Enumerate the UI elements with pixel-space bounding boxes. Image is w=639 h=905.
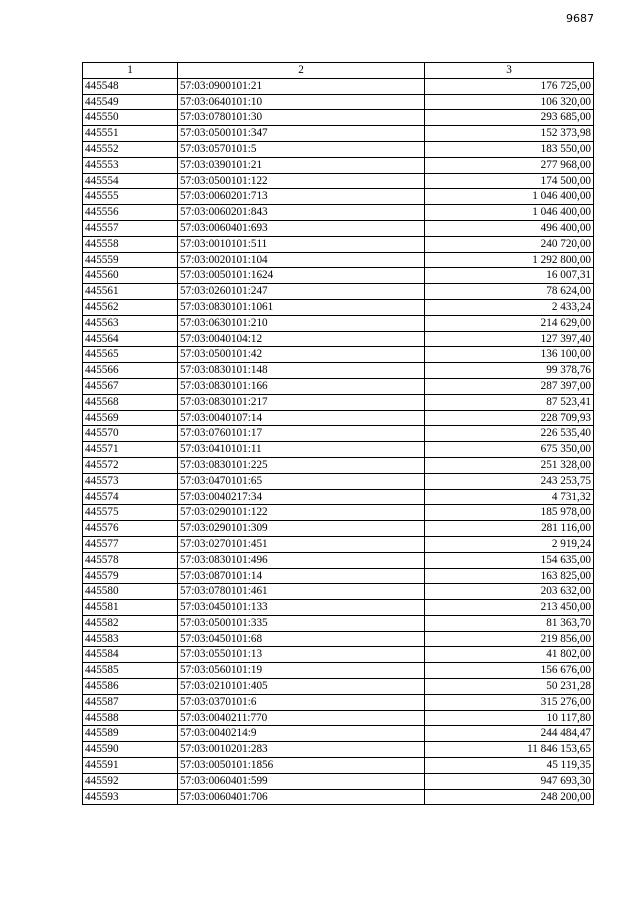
value-cell: 315 276,00 [425, 694, 594, 710]
value-cell: 11 846 153,65 [425, 742, 594, 758]
table-row [83, 220, 594, 236]
row-number-cell: 445551 [83, 126, 178, 142]
row-number-cell: 445559 [83, 252, 178, 268]
table-row [83, 726, 594, 742]
row-number-cell: 445557 [83, 220, 178, 236]
column-header-1: 1 [83, 63, 178, 79]
row-number-cell: 445572 [83, 457, 178, 473]
value-cell: 244 484,47 [425, 726, 594, 742]
table-row [83, 363, 594, 379]
cadastral-number-cell: 57:03:0900101:21 [178, 78, 425, 94]
row-number-cell: 445567 [83, 378, 178, 394]
row-number-cell: 445583 [83, 631, 178, 647]
row-number-cell: 445560 [83, 268, 178, 284]
row-number-cell: 445550 [83, 110, 178, 126]
row-number-cell: 445573 [83, 473, 178, 489]
table-row [83, 252, 594, 268]
row-number-cell: 445587 [83, 694, 178, 710]
value-cell: 277 968,00 [425, 157, 594, 173]
column-header-2: 2 [178, 63, 425, 79]
cadastral-number-cell: 57:03:0500101:122 [178, 173, 425, 189]
cadastral-number-cell: 57:03:0640101:10 [178, 94, 425, 110]
table-row [83, 758, 594, 774]
row-number-cell: 445581 [83, 600, 178, 616]
table-row [83, 331, 594, 347]
value-cell: 251 328,00 [425, 457, 594, 473]
cadastral-number-cell: 57:03:0290101:309 [178, 521, 425, 537]
cadastral-number-cell: 57:03:0040211:770 [178, 710, 425, 726]
value-cell: 203 632,00 [425, 584, 594, 600]
row-number-cell: 445578 [83, 552, 178, 568]
cadastral-number-cell: 57:03:0010101:511 [178, 236, 425, 252]
cadastral-number-cell: 57:03:0060401:599 [178, 773, 425, 789]
table-row [83, 315, 594, 331]
row-number-cell: 445579 [83, 568, 178, 584]
row-number-cell: 445568 [83, 394, 178, 410]
cadastral-number-cell: 57:03:0830101:166 [178, 378, 425, 394]
value-cell: 1 292 800,00 [425, 252, 594, 268]
row-number-cell: 445576 [83, 521, 178, 537]
cadastral-number-cell: 57:03:0500101:347 [178, 126, 425, 142]
table-row [83, 442, 594, 458]
value-cell: 1 046 400,00 [425, 189, 594, 205]
row-number-cell: 445590 [83, 742, 178, 758]
table-row [83, 347, 594, 363]
row-number-cell: 445549 [83, 94, 178, 110]
table-row [83, 631, 594, 647]
cadastral-number-cell: 57:03:0370101:6 [178, 694, 425, 710]
value-cell: 81 363,70 [425, 615, 594, 631]
cadastral-number-cell: 57:03:0040217:34 [178, 489, 425, 505]
value-cell: 10 117,80 [425, 710, 594, 726]
value-cell: 214 629,00 [425, 315, 594, 331]
row-number-cell: 445552 [83, 141, 178, 157]
row-number-cell: 445591 [83, 758, 178, 774]
cadastral-number-cell: 57:03:0060201:843 [178, 205, 425, 221]
table-row [83, 110, 594, 126]
cadastral-number-cell: 57:03:0780101:461 [178, 584, 425, 600]
table-row [83, 568, 594, 584]
table-row [83, 189, 594, 205]
table-row [83, 205, 594, 221]
value-cell: 243 253,75 [425, 473, 594, 489]
value-cell: 163 825,00 [425, 568, 594, 584]
cadastral-number-cell: 57:03:0290101:122 [178, 505, 425, 521]
table-row [83, 378, 594, 394]
row-number-cell: 445564 [83, 331, 178, 347]
value-cell: 183 550,00 [425, 141, 594, 157]
value-cell: 185 978,00 [425, 505, 594, 521]
value-cell: 226 535,40 [425, 426, 594, 442]
cadastral-number-cell: 57:03:0500101:42 [178, 347, 425, 363]
row-number-cell: 445571 [83, 442, 178, 458]
value-cell: 154 635,00 [425, 552, 594, 568]
row-number-cell: 445548 [83, 78, 178, 94]
value-cell: 293 685,00 [425, 110, 594, 126]
row-number-cell: 445566 [83, 363, 178, 379]
table-row [83, 94, 594, 110]
table-row [83, 126, 594, 142]
table-row [83, 584, 594, 600]
table-row [83, 173, 594, 189]
cadastral-number-cell: 57:03:0560101:19 [178, 663, 425, 679]
value-cell: 156 676,00 [425, 663, 594, 679]
table-header-row [83, 63, 594, 79]
row-number-cell: 445570 [83, 426, 178, 442]
value-cell: 281 116,00 [425, 521, 594, 537]
value-cell: 99 378,76 [425, 363, 594, 379]
table-row [83, 536, 594, 552]
row-number-cell: 445584 [83, 647, 178, 663]
cadastral-number-cell: 57:03:0010201:283 [178, 742, 425, 758]
table-row [83, 426, 594, 442]
value-cell: 248 200,00 [425, 789, 594, 805]
row-number-cell: 445569 [83, 410, 178, 426]
table-row [83, 299, 594, 315]
table-row [83, 742, 594, 758]
cadastral-number-cell: 57:03:0040214:9 [178, 726, 425, 742]
cadastral-number-cell: 57:03:0260101:247 [178, 284, 425, 300]
value-cell: 213 450,00 [425, 600, 594, 616]
cadastral-number-cell: 57:03:0410101:11 [178, 442, 425, 458]
row-number-cell: 445586 [83, 679, 178, 695]
table-row [83, 78, 594, 94]
cadastral-number-cell: 57:03:0270101:451 [178, 536, 425, 552]
row-number-cell: 445553 [83, 157, 178, 173]
table-row [83, 141, 594, 157]
value-cell: 228 709,93 [425, 410, 594, 426]
row-number-cell: 445577 [83, 536, 178, 552]
row-number-cell: 445593 [83, 789, 178, 805]
cadastral-number-cell: 57:03:0780101:30 [178, 110, 425, 126]
row-number-cell: 445555 [83, 189, 178, 205]
value-cell: 1 046 400,00 [425, 205, 594, 221]
row-number-cell: 445580 [83, 584, 178, 600]
table-row [83, 394, 594, 410]
row-number-cell: 445585 [83, 663, 178, 679]
row-number-cell: 445582 [83, 615, 178, 631]
page-number: 9687 [566, 12, 594, 25]
row-number-cell: 445558 [83, 236, 178, 252]
value-cell: 4 731,32 [425, 489, 594, 505]
table-row [83, 489, 594, 505]
table-row [83, 236, 594, 252]
table-row [83, 284, 594, 300]
cadastral-number-cell: 57:03:0870101:14 [178, 568, 425, 584]
cadastral-number-cell: 57:03:0550101:13 [178, 647, 425, 663]
cadastral-number-cell: 57:03:0570101:5 [178, 141, 425, 157]
row-number-cell: 445575 [83, 505, 178, 521]
table-row [83, 694, 594, 710]
row-number-cell: 445592 [83, 773, 178, 789]
table-row [83, 505, 594, 521]
table-body [83, 78, 594, 805]
table-row [83, 268, 594, 284]
table-row [83, 521, 594, 537]
value-cell: 127 397,40 [425, 331, 594, 347]
cadastral-number-cell: 57:03:0830101:225 [178, 457, 425, 473]
cadastral-number-cell: 57:03:0760101:17 [178, 426, 425, 442]
value-cell: 136 100,00 [425, 347, 594, 363]
table-row [83, 647, 594, 663]
cadastral-number-cell: 57:03:0830101:217 [178, 394, 425, 410]
value-cell: 41 802,00 [425, 647, 594, 663]
cadastral-number-cell: 57:03:0830101:148 [178, 363, 425, 379]
value-cell: 240 720,00 [425, 236, 594, 252]
row-number-cell: 445561 [83, 284, 178, 300]
value-cell: 87 523,41 [425, 394, 594, 410]
cadastral-number-cell: 57:03:0830101:496 [178, 552, 425, 568]
table-row [83, 552, 594, 568]
table-row [83, 473, 594, 489]
value-cell: 50 231,28 [425, 679, 594, 695]
value-cell: 16 007,31 [425, 268, 594, 284]
column-header-3: 3 [425, 63, 594, 79]
value-cell: 106 320,00 [425, 94, 594, 110]
value-cell: 176 725,00 [425, 78, 594, 94]
value-cell: 496 400,00 [425, 220, 594, 236]
cadastral-number-cell: 57:03:0040104:12 [178, 331, 425, 347]
table-row [83, 789, 594, 805]
value-cell: 219 856,00 [425, 631, 594, 647]
cadastral-number-cell: 57:03:0830101:1061 [178, 299, 425, 315]
cadastral-number-cell: 57:03:0020101:104 [178, 252, 425, 268]
row-number-cell: 445589 [83, 726, 178, 742]
cadastral-number-cell: 57:03:0040107:14 [178, 410, 425, 426]
row-number-cell: 445556 [83, 205, 178, 221]
row-number-cell: 445562 [83, 299, 178, 315]
cadastral-number-cell: 57:03:0500101:335 [178, 615, 425, 631]
cadastral-value-table [82, 62, 594, 805]
table-row [83, 773, 594, 789]
table-row [83, 663, 594, 679]
cadastral-number-cell: 57:03:0450101:68 [178, 631, 425, 647]
table-row [83, 615, 594, 631]
value-cell: 78 624,00 [425, 284, 594, 300]
table-row [83, 600, 594, 616]
value-cell: 45 119,35 [425, 758, 594, 774]
table-row [83, 410, 594, 426]
cadastral-number-cell: 57:03:0060401:693 [178, 220, 425, 236]
row-number-cell: 445565 [83, 347, 178, 363]
cadastral-number-cell: 57:03:0060201:713 [178, 189, 425, 205]
row-number-cell: 445588 [83, 710, 178, 726]
value-cell: 2 433,24 [425, 299, 594, 315]
value-cell: 947 693,30 [425, 773, 594, 789]
cadastral-number-cell: 57:03:0050101:1624 [178, 268, 425, 284]
table-row [83, 457, 594, 473]
value-cell: 152 373,98 [425, 126, 594, 142]
table-row [83, 710, 594, 726]
cadastral-number-cell: 57:03:0450101:133 [178, 600, 425, 616]
value-cell: 287 397,00 [425, 378, 594, 394]
row-number-cell: 445563 [83, 315, 178, 331]
table-row [83, 679, 594, 695]
cadastral-number-cell: 57:03:0390101:21 [178, 157, 425, 173]
value-cell: 2 919,24 [425, 536, 594, 552]
value-cell: 675 350,00 [425, 442, 594, 458]
cadastral-number-cell: 57:03:0060401:706 [178, 789, 425, 805]
row-number-cell: 445554 [83, 173, 178, 189]
row-number-cell: 445574 [83, 489, 178, 505]
cadastral-number-cell: 57:03:0050101:1856 [178, 758, 425, 774]
table-row [83, 157, 594, 173]
cadastral-number-cell: 57:03:0470101:65 [178, 473, 425, 489]
cadastral-number-cell: 57:03:0630101:210 [178, 315, 425, 331]
value-cell: 174 500,00 [425, 173, 594, 189]
cadastral-number-cell: 57:03:0210101:405 [178, 679, 425, 695]
